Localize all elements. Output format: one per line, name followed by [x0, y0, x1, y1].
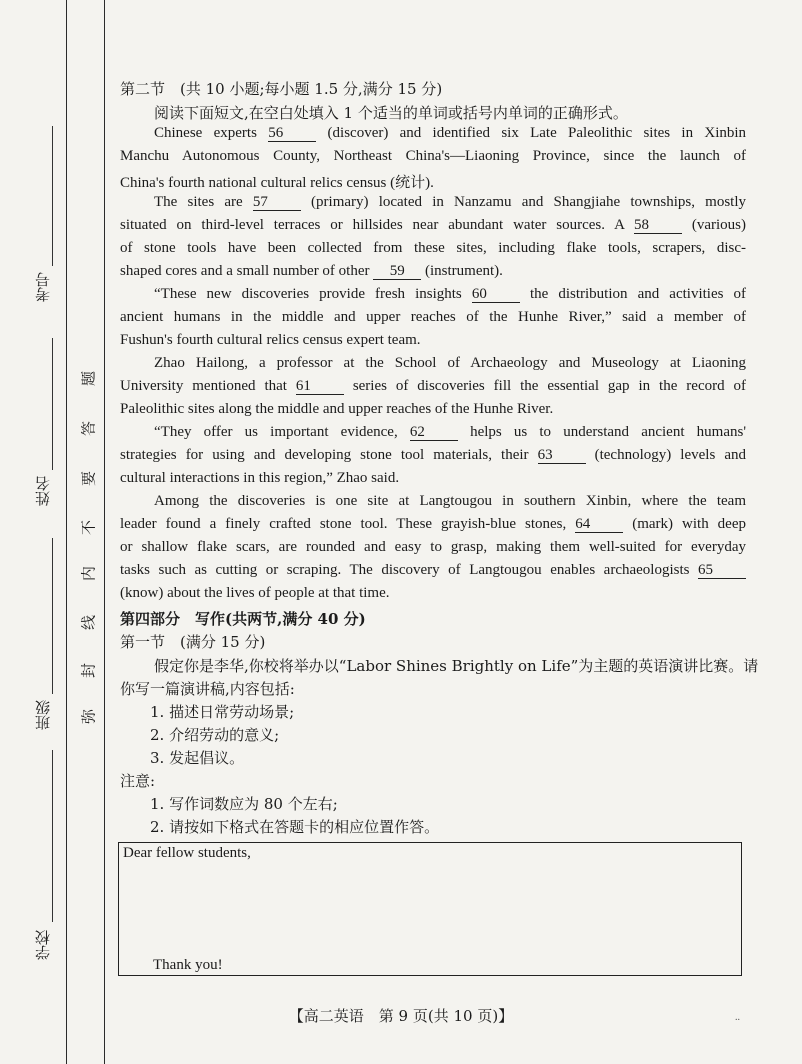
- blank-58: 58: [634, 218, 682, 234]
- passage-line: “They offer us important evidence, 62 helps us to understand ancient humans': [154, 424, 747, 440]
- passage-line: Paleolithic sites along the middle and upper reaches of the Hunhe River.: [120, 401, 554, 417]
- name-label: 姓名: [34, 476, 52, 506]
- part4-subheading: 第一节 (满分 15 分): [120, 633, 266, 651]
- passage-line: Manchu Autonomous County, Northeast China's—Liaoning Province, since the launch of: [120, 148, 746, 164]
- passage-line: Among the discoveries is one site at Langtougou in southern Xinbin, where the team: [154, 493, 746, 509]
- blank-65: 65: [698, 563, 746, 579]
- blank-63: 63: [538, 448, 586, 464]
- seal-char: 线: [79, 615, 98, 631]
- class-line: [52, 538, 53, 694]
- blank-62: 62: [410, 425, 458, 441]
- passage-line: Zhao Hailong, a professor at the School of Archaeology and Museology at Liaoning: [154, 355, 746, 371]
- seal-char: 弥: [79, 709, 98, 725]
- closing: Thank you!: [153, 957, 223, 973]
- blank-60: 60: [472, 287, 520, 303]
- page-footer: 【高二英语 第 9 页(共 10 页)】: [288, 1007, 514, 1025]
- passage-line: of stone tools have been collected from these sites, including flake tools, scrapers, disc-: [120, 240, 746, 256]
- prompt-item: 2. 介绍劳动的意义;: [150, 726, 280, 744]
- seal-char: 答: [79, 421, 98, 437]
- passage-line: ancient humans in the middle and upper reaches of the Hunhe River,” said a member of: [120, 309, 746, 325]
- note-item: 2. 请按如下格式在答题卡的相应位置作答。: [150, 818, 440, 836]
- blank-56: 56: [268, 126, 316, 142]
- class-label: 班级: [34, 700, 52, 730]
- exam-number-line: [52, 126, 53, 266]
- school-line: [52, 750, 53, 922]
- passage-line: strategies for using and developing stone tool materials, their 63 (technology) levels and: [120, 447, 746, 463]
- passage-line: Fushun's fourth cultural relics census expert team.: [120, 332, 421, 348]
- essay-format-box: [118, 842, 742, 976]
- seal-char: 不: [79, 520, 98, 536]
- passage-line: University mentioned that 61 series of discoveries fill the essential gap in the record of: [120, 378, 747, 394]
- margin-line-inner: [104, 0, 105, 1064]
- blank-61: 61: [296, 379, 344, 395]
- note-item: 1. 写作词数应为 80 个左右;: [150, 795, 338, 813]
- passage-line: “These new discoveries provide fresh insights 60 the distribution and activities of: [154, 286, 747, 302]
- writing-prompt: 假定你是李华,你校将举办以“Labor Shines Brightly on Life”为主题的英语演讲比赛。请: [154, 657, 759, 675]
- passage-line: Chinese experts 56 (discover) and identified six Late Paleolithic sites in Xinbin: [154, 125, 747, 141]
- passage-line: leader found a finely crafted stone tool. These grayish-blue stones, 64 (mark) with deep: [120, 516, 746, 532]
- margin-line-outer: [66, 0, 67, 1064]
- prompt-item: 1. 描述日常劳动场景;: [150, 703, 295, 721]
- passage-line: (know) about the lives of people at that time.: [120, 585, 390, 601]
- seal-char: 要: [79, 471, 98, 487]
- exam-number-label: 考号: [34, 272, 52, 302]
- name-line: [52, 338, 53, 470]
- writing-prompt: 你写一篇演讲稿,内容包括:: [120, 680, 295, 698]
- passage-line: China's fourth national cultural relics census (统计).: [120, 175, 434, 191]
- passage-line: cultural interactions in this region,” Zhao said.: [120, 470, 400, 486]
- seal-char: 题: [79, 371, 98, 387]
- section-instruction: 阅读下面短文,在空白处填入 1 个适当的单词或括号内单词的正确形式。: [154, 104, 628, 122]
- prompt-item: 3. 发起倡议。: [150, 749, 245, 767]
- seal-char: 内: [79, 566, 98, 582]
- passage-line: The sites are 57 (primary) located in Nanzamu and Shangjiahe townships, mostly: [154, 194, 746, 210]
- blank-57: 57: [253, 195, 301, 211]
- passage-line: shaped cores and a small number of other 59 (instrument).: [120, 263, 503, 279]
- passage-line: or shallow flake scars, are rounded and easy to grasp, making them well-suited for everyday: [120, 539, 746, 555]
- scan-mark: ..: [735, 1012, 740, 1023]
- seal-char: 封: [79, 663, 98, 679]
- part4-heading: 第四部分 写作(共两节,满分 40 分): [120, 610, 366, 628]
- passage-line: tasks such as cutting or scraping. The discovery of Langtougou enables archaeologists 65: [120, 562, 746, 579]
- salutation: Dear fellow students,: [123, 845, 251, 861]
- school-label: 学校: [34, 930, 52, 960]
- blank-59: 59: [373, 264, 421, 280]
- note-label: 注意:: [120, 772, 156, 790]
- passage-line: situated on third-level terraces or hillsides near abundant water sources. A 58 (various): [120, 217, 747, 233]
- blank-64: 64: [575, 517, 623, 533]
- section-heading: 第二节 (共 10 小题;每小题 1.5 分,满分 15 分): [120, 80, 443, 98]
